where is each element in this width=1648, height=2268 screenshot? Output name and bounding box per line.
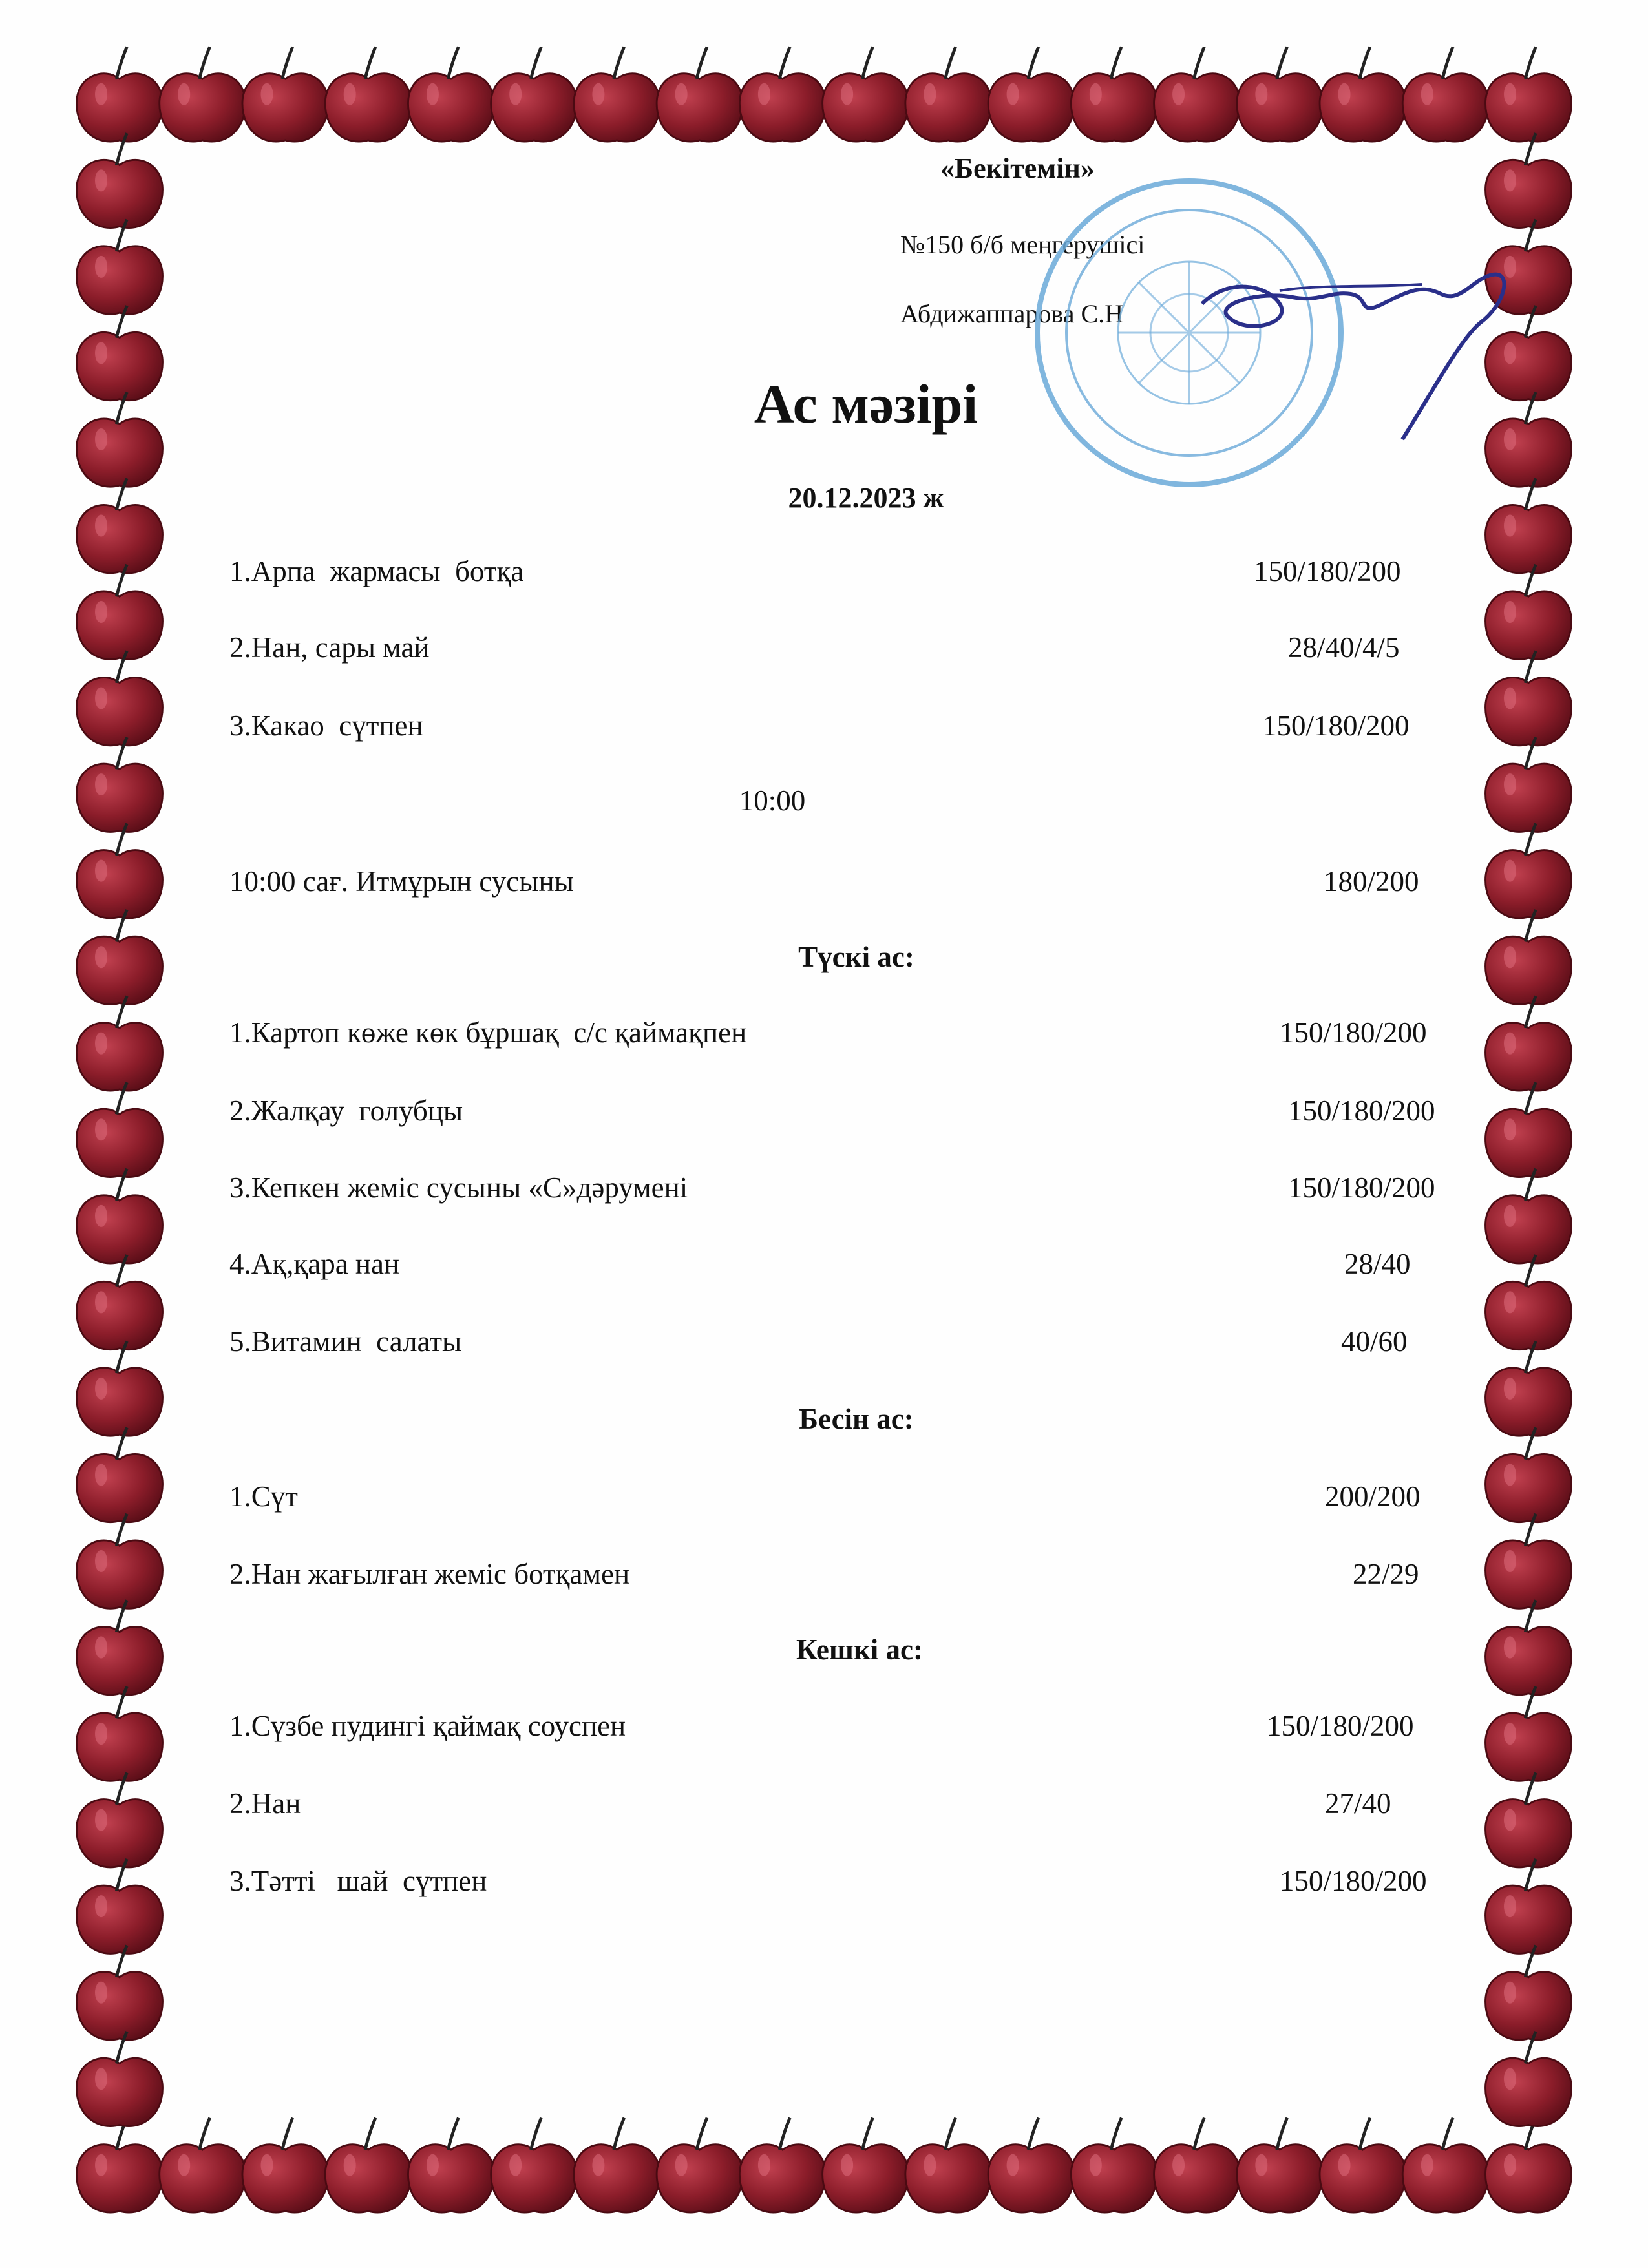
dish-name: 1.Сүзбе пудингі қаймақ соуспен — [229, 1710, 626, 1742]
apple-icon — [77, 2118, 163, 2212]
apple-icon — [1486, 1427, 1572, 1522]
apple-icon — [1486, 1772, 1572, 1867]
apple-icon — [1486, 1169, 1572, 1263]
apple-icon — [77, 1427, 163, 1522]
dish-name: 2.Нан, сары май — [229, 631, 430, 664]
apple-icon — [1486, 1686, 1572, 1781]
apple-icon — [1071, 47, 1157, 142]
apple-icon — [77, 47, 163, 142]
apple-icon — [1486, 1946, 1572, 2040]
apple-icon — [1486, 2118, 1572, 2212]
snack-time-heading: 10:00 — [739, 784, 806, 817]
apple-icon — [1486, 1082, 1572, 1177]
apple-icon — [1486, 1255, 1572, 1349]
apple-icon — [1486, 996, 1572, 1091]
menu-item — [229, 554, 1457, 593]
apple-icon — [77, 1686, 163, 1781]
apple-icon — [988, 2118, 1074, 2212]
dish-portion: 27/40 — [1325, 1787, 1391, 1820]
dish-portion: 28/40 — [1344, 1248, 1411, 1280]
apple-icon — [988, 47, 1074, 142]
menu-item — [229, 1480, 1457, 1518]
dish-portion: 150/180/200 — [1288, 1095, 1435, 1127]
apple-icon — [1154, 2118, 1240, 2212]
apple-icon — [823, 2118, 909, 2212]
dinner-heading: Кешкі ас: — [796, 1633, 924, 1666]
apple-icon — [1486, 651, 1572, 745]
apple-icon — [657, 47, 743, 142]
apple-icon — [77, 1859, 163, 1953]
menu-item — [229, 631, 1457, 669]
dish-portion: 40/60 — [1341, 1325, 1408, 1358]
apple-icon — [1237, 2118, 1323, 2212]
dish-portion: 150/180/200 — [1288, 1171, 1435, 1204]
apple-icon — [1486, 1514, 1572, 1608]
apple-icon — [905, 47, 991, 142]
menu-item — [229, 865, 1457, 903]
apple-icon — [1486, 823, 1572, 918]
apple-icon — [574, 2118, 660, 2212]
dish-name: 2.Нан — [229, 1787, 301, 1820]
dish-name: 1.Арпа жармасы ботқа — [229, 555, 524, 587]
apple-icon — [77, 996, 163, 1091]
menu-item — [229, 1247, 1457, 1286]
apple-icon — [160, 47, 246, 142]
apple-icon — [77, 823, 163, 918]
apple-icon — [1486, 133, 1572, 227]
dish-portion: 200/200 — [1325, 1480, 1421, 1513]
dish-name: 2.Нан жағылған жеміс ботқамен — [229, 1558, 630, 1590]
menu-item — [229, 1787, 1457, 1825]
dish-portion: 150/180/200 — [1254, 555, 1401, 587]
apple-icon — [1237, 47, 1323, 142]
apple-icon — [1486, 565, 1572, 659]
apple-icon — [1486, 2032, 1572, 2126]
menu-item — [229, 1094, 1457, 1133]
apple-icon — [77, 1082, 163, 1177]
apple-icon — [325, 47, 411, 142]
dish-name: 2.Жалқау голубцы — [229, 1095, 463, 1127]
apple-icon — [823, 47, 909, 142]
apple-icon — [739, 2118, 825, 2212]
apple-icon — [1486, 1859, 1572, 1953]
apple-icon — [491, 2118, 577, 2212]
dish-name: 10:00 сағ. Итмұрын сусыны — [229, 865, 574, 898]
menu-item — [229, 1016, 1457, 1055]
apple-icon — [77, 1514, 163, 1608]
apple-icon — [905, 2118, 991, 2212]
apple-icon — [1320, 2118, 1406, 2212]
lunch-heading: Түскі ас: — [798, 941, 914, 973]
apple-icon — [77, 133, 163, 227]
dish-name: 3.Тәтті шай сүтпен — [229, 1865, 487, 1897]
dish-portion: 150/180/200 — [1280, 1865, 1427, 1897]
apple-icon — [77, 1772, 163, 1867]
apple-icon — [325, 2118, 411, 2212]
dish-name: 5.Витамин салаты — [229, 1325, 462, 1358]
menu-item — [229, 1709, 1457, 1748]
apple-icon — [77, 1255, 163, 1349]
apple-icon — [160, 2118, 246, 2212]
apple-icon — [77, 2032, 163, 2126]
apple-icon — [77, 220, 163, 314]
page-title: Ас мәзірі — [754, 373, 978, 435]
apple-icon — [77, 1169, 163, 1263]
apple-icon — [1154, 47, 1240, 142]
menu-item — [229, 1557, 1457, 1596]
apple-icon — [1402, 47, 1488, 142]
dish-portion: 22/29 — [1353, 1558, 1419, 1590]
apple-icon — [242, 2118, 328, 2212]
apple-icon — [1402, 2118, 1488, 2212]
menu-item — [229, 1171, 1457, 1210]
menu-item — [229, 709, 1457, 748]
apple-icon — [242, 47, 328, 142]
dish-portion: 28/40/4/5 — [1288, 631, 1400, 664]
dish-name: 1.Сүт — [229, 1480, 298, 1513]
apple-icon — [657, 2118, 743, 2212]
dish-name: 3.Какао сүтпен — [229, 709, 423, 742]
apple-icon — [1320, 47, 1406, 142]
apple-icon — [77, 1946, 163, 2040]
dish-portion: 150/180/200 — [1280, 1016, 1427, 1049]
head-role: №150 б/б меңгерушісі — [900, 230, 1145, 259]
approval-label: «Бекітемін» — [940, 152, 1095, 184]
apple-icon — [574, 47, 660, 142]
afternoon-heading: Бесін ас: — [799, 1403, 914, 1435]
dish-portion: 180/200 — [1324, 865, 1419, 898]
dish-portion: 150/180/200 — [1262, 709, 1410, 742]
apple-icon — [739, 47, 825, 142]
apple-icon — [1071, 2118, 1157, 2212]
menu-item — [229, 1325, 1457, 1363]
apple-icon — [491, 47, 577, 142]
head-name: Абдижаппарова С.Н — [900, 299, 1124, 328]
apple-icon — [408, 2118, 494, 2212]
menu-item — [229, 1864, 1457, 1903]
dish-name: 4.Ақ,қара нан — [229, 1248, 400, 1280]
apple-icon — [1486, 47, 1572, 142]
apple-icon — [408, 47, 494, 142]
apple-icon — [77, 565, 163, 659]
menu-date: 20.12.2023 ж — [788, 482, 944, 514]
apple-icon — [77, 651, 163, 745]
dish-name: 3.Кепкен жеміс сусыны «С»дәрумені — [229, 1171, 688, 1204]
dish-name: 1.Картоп көже көк бұршақ с/с қаймақпен — [229, 1016, 747, 1049]
dish-portion: 150/180/200 — [1267, 1710, 1414, 1742]
